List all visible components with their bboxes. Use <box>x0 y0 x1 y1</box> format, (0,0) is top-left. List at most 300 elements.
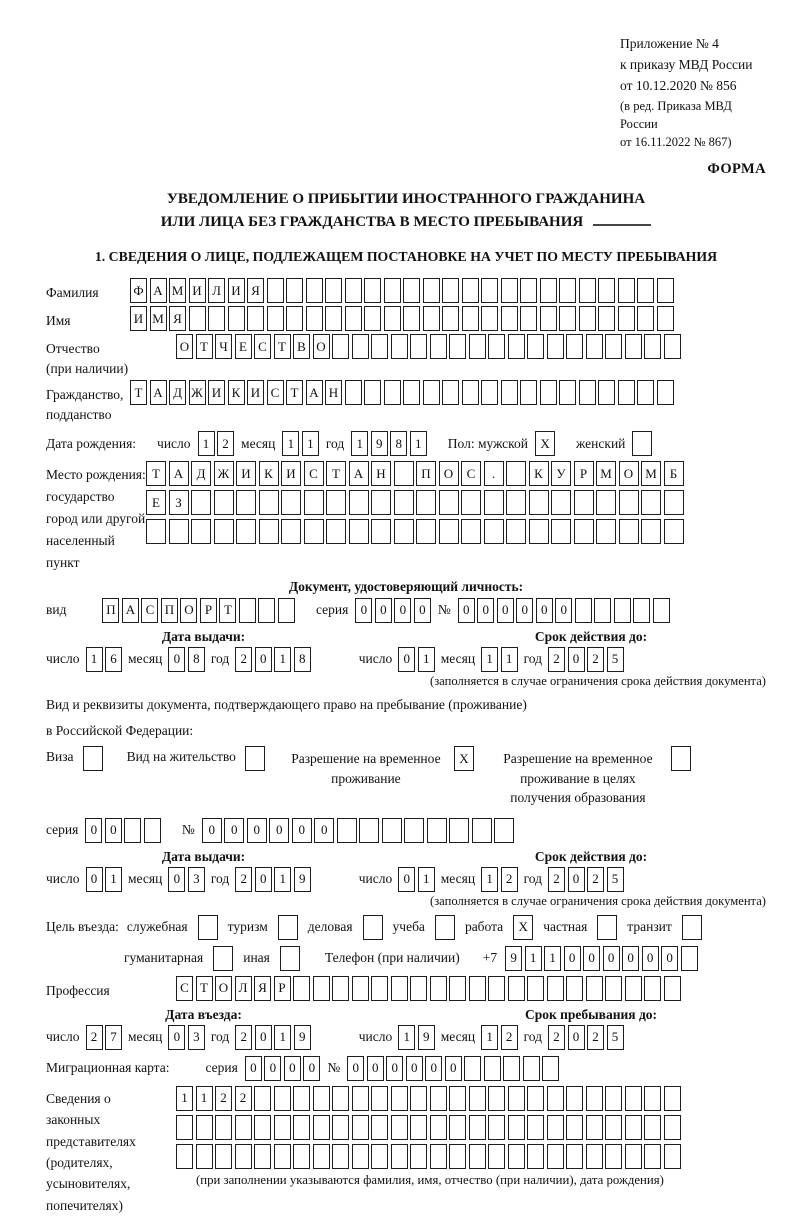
char-cell[interactable] <box>551 490 571 515</box>
char-cell[interactable] <box>215 1144 232 1169</box>
char-cell[interactable] <box>547 1115 564 1140</box>
temp-residence-education-checkbox[interactable] <box>671 746 691 771</box>
char-cell[interactable]: 1 <box>351 431 368 456</box>
char-cell[interactable] <box>176 1144 193 1169</box>
char-cell[interactable] <box>579 278 596 303</box>
char-cell[interactable] <box>540 306 557 331</box>
char-cell[interactable] <box>529 490 549 515</box>
purpose-study-checkbox[interactable] <box>435 915 455 940</box>
char-cell[interactable]: 0 <box>394 598 411 623</box>
char-cell[interactable] <box>254 1115 271 1140</box>
char-cell[interactable] <box>484 519 504 544</box>
char-cell[interactable] <box>529 519 549 544</box>
char-cell[interactable]: 2 <box>217 431 234 456</box>
birthplace-row1-cells[interactable] <box>146 461 684 486</box>
char-cell[interactable] <box>469 1086 486 1111</box>
char-cell[interactable] <box>644 1144 661 1169</box>
char-cell[interactable]: 2 <box>235 1025 252 1050</box>
char-cell[interactable] <box>416 519 436 544</box>
char-cell[interactable] <box>326 490 346 515</box>
identity-number-cells[interactable] <box>458 598 670 623</box>
char-cell[interactable] <box>394 490 414 515</box>
residence-series-cells[interactable] <box>85 818 161 843</box>
char-cell[interactable]: П <box>416 461 436 486</box>
char-cell[interactable]: 5 <box>607 867 624 892</box>
char-cell[interactable]: 0 <box>406 1056 423 1081</box>
profession-cells[interactable] <box>176 976 681 1001</box>
char-cell[interactable] <box>605 1086 622 1111</box>
identity-issue-day-cells[interactable] <box>86 647 123 672</box>
char-cell[interactable] <box>146 519 166 544</box>
char-cell[interactable]: 1 <box>274 647 291 672</box>
char-cell[interactable]: 0 <box>105 818 122 843</box>
char-cell[interactable]: 0 <box>398 647 415 672</box>
char-cell[interactable] <box>352 1115 369 1140</box>
char-cell[interactable] <box>439 519 459 544</box>
char-cell[interactable]: Е <box>146 490 166 515</box>
char-cell[interactable] <box>520 380 537 405</box>
char-cell[interactable] <box>527 334 544 359</box>
migration-number-cells[interactable] <box>347 1056 559 1081</box>
char-cell[interactable]: 1 <box>398 1025 415 1050</box>
char-cell[interactable]: В <box>293 334 310 359</box>
char-cell[interactable] <box>664 334 681 359</box>
char-cell[interactable] <box>469 1115 486 1140</box>
char-cell[interactable] <box>508 1115 525 1140</box>
char-cell[interactable] <box>306 306 323 331</box>
char-cell[interactable]: 2 <box>501 867 518 892</box>
char-cell[interactable] <box>214 490 234 515</box>
purpose-official-checkbox[interactable] <box>198 915 218 940</box>
char-cell[interactable]: К <box>529 461 549 486</box>
citizenship-cells[interactable] <box>130 380 674 405</box>
char-cell[interactable] <box>461 490 481 515</box>
char-cell[interactable] <box>274 1144 291 1169</box>
char-cell[interactable] <box>332 334 349 359</box>
char-cell[interactable] <box>605 1115 622 1140</box>
char-cell[interactable] <box>547 1086 564 1111</box>
char-cell[interactable] <box>566 334 583 359</box>
char-cell[interactable] <box>462 278 479 303</box>
char-cell[interactable] <box>469 1144 486 1169</box>
residence-permit-checkbox[interactable] <box>245 746 265 771</box>
char-cell[interactable]: У <box>551 461 571 486</box>
char-cell[interactable] <box>394 461 414 486</box>
char-cell[interactable]: 0 <box>284 1056 301 1081</box>
char-cell[interactable] <box>235 1144 252 1169</box>
representatives-row3-cells[interactable] <box>176 1144 681 1169</box>
char-cell[interactable] <box>430 1086 447 1111</box>
char-cell[interactable] <box>501 306 518 331</box>
char-cell[interactable]: Б <box>664 461 684 486</box>
char-cell[interactable]: 2 <box>587 647 604 672</box>
char-cell[interactable]: Р <box>574 461 594 486</box>
char-cell[interactable] <box>547 334 564 359</box>
char-cell[interactable] <box>281 490 301 515</box>
char-cell[interactable] <box>586 1115 603 1140</box>
char-cell[interactable] <box>404 818 424 843</box>
char-cell[interactable]: 0 <box>264 1056 281 1081</box>
char-cell[interactable] <box>488 1144 505 1169</box>
char-cell[interactable] <box>481 278 498 303</box>
char-cell[interactable] <box>523 1056 540 1081</box>
char-cell[interactable] <box>423 278 440 303</box>
char-cell[interactable] <box>644 976 661 1001</box>
stay-month-cells[interactable] <box>481 1025 518 1050</box>
char-cell[interactable] <box>644 1086 661 1111</box>
char-cell[interactable]: 0 <box>661 946 678 971</box>
char-cell[interactable]: 0 <box>536 598 553 623</box>
char-cell[interactable]: С <box>267 380 284 405</box>
residence-expiry-year-cells[interactable] <box>548 867 624 892</box>
char-cell[interactable] <box>247 306 264 331</box>
char-cell[interactable]: 3 <box>188 867 205 892</box>
char-cell[interactable] <box>332 1086 349 1111</box>
identity-expiry-year-cells[interactable] <box>548 647 624 672</box>
char-cell[interactable] <box>586 1086 603 1111</box>
char-cell[interactable]: А <box>122 598 139 623</box>
char-cell[interactable] <box>430 334 447 359</box>
char-cell[interactable]: 0 <box>398 867 415 892</box>
char-cell[interactable]: 0 <box>255 867 272 892</box>
char-cell[interactable] <box>527 1086 544 1111</box>
char-cell[interactable] <box>254 1144 271 1169</box>
char-cell[interactable] <box>644 334 661 359</box>
char-cell[interactable] <box>559 380 576 405</box>
char-cell[interactable] <box>364 306 381 331</box>
char-cell[interactable] <box>410 976 427 1001</box>
char-cell[interactable]: Д <box>191 461 211 486</box>
char-cell[interactable] <box>196 1115 213 1140</box>
char-cell[interactable]: 2 <box>587 1025 604 1050</box>
char-cell[interactable] <box>449 818 469 843</box>
char-cell[interactable]: О <box>180 598 197 623</box>
char-cell[interactable] <box>332 1115 349 1140</box>
char-cell[interactable]: 9 <box>505 946 522 971</box>
char-cell[interactable] <box>598 380 615 405</box>
char-cell[interactable] <box>547 976 564 1001</box>
char-cell[interactable]: А <box>150 278 167 303</box>
char-cell[interactable] <box>423 380 440 405</box>
char-cell[interactable]: М <box>169 278 186 303</box>
char-cell[interactable] <box>641 490 661 515</box>
char-cell[interactable] <box>259 490 279 515</box>
char-cell[interactable] <box>501 380 518 405</box>
char-cell[interactable] <box>442 306 459 331</box>
char-cell[interactable] <box>176 1115 193 1140</box>
char-cell[interactable] <box>286 306 303 331</box>
char-cell[interactable] <box>384 278 401 303</box>
char-cell[interactable] <box>605 1144 622 1169</box>
char-cell[interactable] <box>235 1115 252 1140</box>
char-cell[interactable]: Т <box>286 380 303 405</box>
char-cell[interactable]: Т <box>274 334 291 359</box>
char-cell[interactable]: 0 <box>168 1025 185 1050</box>
char-cell[interactable]: 1 <box>481 867 498 892</box>
char-cell[interactable] <box>664 490 684 515</box>
identity-series-cells[interactable] <box>355 598 431 623</box>
char-cell[interactable] <box>332 976 349 1001</box>
char-cell[interactable]: 0 <box>477 598 494 623</box>
char-cell[interactable] <box>575 598 592 623</box>
char-cell[interactable]: Т <box>219 598 236 623</box>
char-cell[interactable] <box>325 306 342 331</box>
birth-day-cells[interactable] <box>198 431 235 456</box>
char-cell[interactable] <box>442 380 459 405</box>
char-cell[interactable] <box>349 490 369 515</box>
char-cell[interactable] <box>506 461 526 486</box>
residence-issue-month-cells[interactable] <box>168 867 205 892</box>
char-cell[interactable]: 9 <box>294 1025 311 1050</box>
char-cell[interactable] <box>566 1115 583 1140</box>
char-cell[interactable]: 0 <box>224 818 244 843</box>
char-cell[interactable]: 1 <box>274 867 291 892</box>
char-cell[interactable]: К <box>259 461 279 486</box>
char-cell[interactable]: П <box>102 598 119 623</box>
char-cell[interactable] <box>449 976 466 1001</box>
char-cell[interactable] <box>664 519 684 544</box>
char-cell[interactable]: 2 <box>86 1025 103 1050</box>
char-cell[interactable]: 0 <box>355 598 372 623</box>
purpose-other-checkbox[interactable] <box>280 946 300 971</box>
birth-year-cells[interactable] <box>351 431 427 456</box>
char-cell[interactable]: 3 <box>188 1025 205 1050</box>
char-cell[interactable] <box>449 1144 466 1169</box>
char-cell[interactable]: 9 <box>371 431 388 456</box>
char-cell[interactable] <box>410 1086 427 1111</box>
char-cell[interactable]: И <box>189 278 206 303</box>
char-cell[interactable] <box>547 1144 564 1169</box>
char-cell[interactable] <box>391 976 408 1001</box>
char-cell[interactable] <box>214 519 234 544</box>
char-cell[interactable] <box>371 334 388 359</box>
char-cell[interactable] <box>488 976 505 1001</box>
char-cell[interactable] <box>364 278 381 303</box>
char-cell[interactable] <box>625 1144 642 1169</box>
char-cell[interactable] <box>637 306 654 331</box>
char-cell[interactable] <box>430 1115 447 1140</box>
char-cell[interactable] <box>403 278 420 303</box>
char-cell[interactable] <box>391 334 408 359</box>
firstname-cells[interactable] <box>130 306 674 331</box>
char-cell[interactable] <box>239 598 256 623</box>
char-cell[interactable] <box>484 490 504 515</box>
char-cell[interactable] <box>306 278 323 303</box>
birth-month-cells[interactable] <box>282 431 319 456</box>
char-cell[interactable]: И <box>281 461 301 486</box>
char-cell[interactable] <box>614 598 631 623</box>
char-cell[interactable]: 0 <box>568 647 585 672</box>
char-cell[interactable]: 0 <box>292 818 312 843</box>
char-cell[interactable] <box>596 519 616 544</box>
char-cell[interactable] <box>313 1144 330 1169</box>
char-cell[interactable] <box>332 1144 349 1169</box>
char-cell[interactable] <box>274 1086 291 1111</box>
char-cell[interactable] <box>506 490 526 515</box>
char-cell[interactable]: С <box>176 976 193 1001</box>
char-cell[interactable] <box>598 306 615 331</box>
char-cell[interactable] <box>605 334 622 359</box>
char-cell[interactable] <box>508 1144 525 1169</box>
representatives-row2-cells[interactable] <box>176 1115 681 1140</box>
char-cell[interactable] <box>625 1115 642 1140</box>
temp-residence-checkbox[interactable]: X <box>454 746 474 771</box>
char-cell[interactable]: 0 <box>245 1056 262 1081</box>
char-cell[interactable] <box>566 1144 583 1169</box>
char-cell[interactable]: 1 <box>198 431 215 456</box>
char-cell[interactable]: 2 <box>587 867 604 892</box>
char-cell[interactable] <box>449 1086 466 1111</box>
char-cell[interactable] <box>449 334 466 359</box>
char-cell[interactable] <box>637 278 654 303</box>
entry-year-cells[interactable] <box>235 1025 311 1050</box>
char-cell[interactable]: 0 <box>425 1056 442 1081</box>
char-cell[interactable] <box>274 1115 291 1140</box>
char-cell[interactable] <box>371 1115 388 1140</box>
char-cell[interactable] <box>391 1115 408 1140</box>
char-cell[interactable] <box>488 1115 505 1140</box>
purpose-private-checkbox[interactable] <box>597 915 617 940</box>
char-cell[interactable] <box>619 490 639 515</box>
char-cell[interactable] <box>254 1086 271 1111</box>
char-cell[interactable]: Д <box>169 380 186 405</box>
char-cell[interactable]: С <box>461 461 481 486</box>
char-cell[interactable] <box>430 976 447 1001</box>
char-cell[interactable]: 1 <box>481 647 498 672</box>
char-cell[interactable]: Е <box>235 334 252 359</box>
char-cell[interactable] <box>540 380 557 405</box>
char-cell[interactable] <box>594 598 611 623</box>
char-cell[interactable] <box>189 306 206 331</box>
char-cell[interactable] <box>579 380 596 405</box>
char-cell[interactable] <box>625 976 642 1001</box>
char-cell[interactable] <box>208 306 225 331</box>
char-cell[interactable]: Т <box>130 380 147 405</box>
char-cell[interactable]: С <box>254 334 271 359</box>
char-cell[interactable] <box>228 306 245 331</box>
char-cell[interactable] <box>439 490 459 515</box>
char-cell[interactable] <box>481 380 498 405</box>
char-cell[interactable]: С <box>141 598 158 623</box>
char-cell[interactable]: М <box>641 461 661 486</box>
char-cell[interactable]: 7 <box>105 1025 122 1050</box>
char-cell[interactable] <box>501 278 518 303</box>
char-cell[interactable]: 0 <box>202 818 222 843</box>
char-cell[interactable] <box>559 278 576 303</box>
char-cell[interactable]: 0 <box>247 818 267 843</box>
char-cell[interactable]: П <box>161 598 178 623</box>
char-cell[interactable]: Т <box>326 461 346 486</box>
char-cell[interactable] <box>494 818 514 843</box>
char-cell[interactable] <box>391 1086 408 1111</box>
char-cell[interactable] <box>293 1086 310 1111</box>
char-cell[interactable] <box>352 1086 369 1111</box>
char-cell[interactable] <box>508 1086 525 1111</box>
char-cell[interactable]: И <box>130 306 147 331</box>
char-cell[interactable] <box>410 1115 427 1140</box>
char-cell[interactable]: 1 <box>481 1025 498 1050</box>
char-cell[interactable]: 8 <box>390 431 407 456</box>
char-cell[interactable]: 1 <box>176 1086 193 1111</box>
char-cell[interactable]: Н <box>325 380 342 405</box>
purpose-transit-checkbox[interactable] <box>682 915 702 940</box>
char-cell[interactable] <box>236 490 256 515</box>
char-cell[interactable] <box>462 380 479 405</box>
char-cell[interactable]: 8 <box>188 647 205 672</box>
char-cell[interactable]: 0 <box>516 598 533 623</box>
char-cell[interactable]: 0 <box>603 946 620 971</box>
char-cell[interactable] <box>664 1086 681 1111</box>
char-cell[interactable] <box>258 598 275 623</box>
migration-series-cells[interactable] <box>245 1056 321 1081</box>
char-cell[interactable] <box>586 1144 603 1169</box>
char-cell[interactable] <box>286 278 303 303</box>
char-cell[interactable] <box>403 380 420 405</box>
char-cell[interactable]: О <box>215 976 232 1001</box>
char-cell[interactable]: 1 <box>274 1025 291 1050</box>
char-cell[interactable] <box>325 278 342 303</box>
char-cell[interactable] <box>484 1056 501 1081</box>
char-cell[interactable] <box>313 1115 330 1140</box>
char-cell[interactable] <box>215 1115 232 1140</box>
char-cell[interactable] <box>427 818 447 843</box>
char-cell[interactable] <box>461 519 481 544</box>
char-cell[interactable]: Т <box>196 976 213 1001</box>
char-cell[interactable]: Ж <box>214 461 234 486</box>
char-cell[interactable] <box>520 278 537 303</box>
identity-issue-month-cells[interactable] <box>168 647 205 672</box>
birthplace-row3-cells[interactable] <box>146 519 684 544</box>
char-cell[interactable] <box>267 306 284 331</box>
char-cell[interactable]: 1 <box>418 647 435 672</box>
char-cell[interactable]: 1 <box>86 647 103 672</box>
identity-issue-year-cells[interactable] <box>235 647 311 672</box>
stay-day-cells[interactable] <box>398 1025 435 1050</box>
char-cell[interactable] <box>278 598 295 623</box>
char-cell[interactable]: 5 <box>607 1025 624 1050</box>
char-cell[interactable] <box>345 306 362 331</box>
purpose-humanitarian-checkbox[interactable] <box>213 946 233 971</box>
char-cell[interactable] <box>191 519 211 544</box>
char-cell[interactable]: Т <box>196 334 213 359</box>
char-cell[interactable] <box>586 334 603 359</box>
char-cell[interactable]: 0 <box>314 818 334 843</box>
char-cell[interactable] <box>410 1144 427 1169</box>
char-cell[interactable] <box>293 1115 310 1140</box>
char-cell[interactable]: 1 <box>418 867 435 892</box>
char-cell[interactable]: Т <box>146 461 166 486</box>
char-cell[interactable] <box>488 334 505 359</box>
char-cell[interactable]: 0 <box>445 1056 462 1081</box>
char-cell[interactable] <box>364 380 381 405</box>
char-cell[interactable]: 0 <box>642 946 659 971</box>
char-cell[interactable] <box>371 976 388 1001</box>
char-cell[interactable] <box>326 519 346 544</box>
sex-female-checkbox[interactable] <box>632 431 652 456</box>
char-cell[interactable] <box>637 380 654 405</box>
char-cell[interactable]: Ч <box>215 334 232 359</box>
char-cell[interactable]: 0 <box>458 598 475 623</box>
char-cell[interactable] <box>293 976 310 1001</box>
entry-month-cells[interactable] <box>168 1025 205 1050</box>
char-cell[interactable]: О <box>439 461 459 486</box>
char-cell[interactable] <box>657 380 674 405</box>
char-cell[interactable] <box>391 1144 408 1169</box>
char-cell[interactable]: 0 <box>255 1025 272 1050</box>
char-cell[interactable] <box>293 1144 310 1169</box>
char-cell[interactable] <box>337 818 357 843</box>
char-cell[interactable]: 0 <box>414 598 431 623</box>
